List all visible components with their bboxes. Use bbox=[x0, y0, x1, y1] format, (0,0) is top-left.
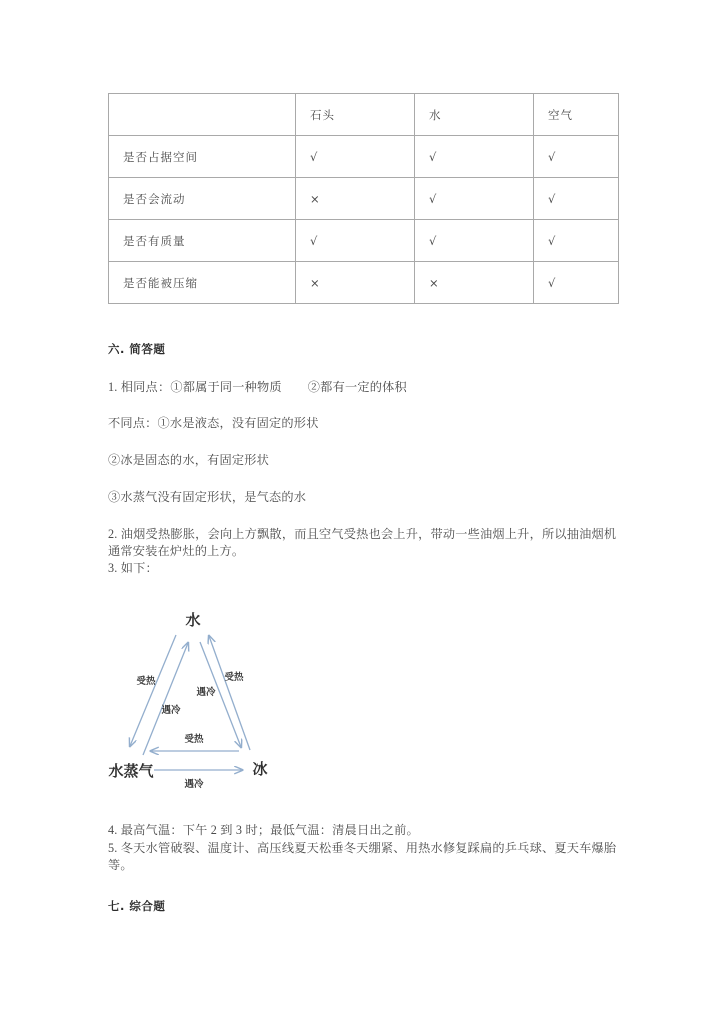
table-row bbox=[109, 136, 619, 178]
table-row-label: 是否会流动 bbox=[109, 178, 296, 220]
table-cell-mark: √ bbox=[415, 178, 534, 220]
table-row-label: 是否占据空间 bbox=[109, 136, 296, 178]
diagram-label-bottom-upper: 受热 bbox=[184, 734, 204, 745]
properties-table bbox=[108, 93, 619, 304]
answer-1-line-4: ③水蒸气没有固定形状，是气态的水 bbox=[108, 490, 307, 504]
table-cell-mark: × bbox=[296, 178, 415, 220]
table-header-cell-3: 空气 bbox=[534, 94, 619, 136]
table-cell-mark: √ bbox=[296, 136, 415, 178]
diagram-label-left-outer: 受热 bbox=[136, 676, 156, 687]
section-heading-seven: 七. 综合题 bbox=[108, 899, 166, 913]
diagram-label-left-inner: 遇冷 bbox=[161, 705, 181, 716]
diagram-label-bottom-lower: 遇冷 bbox=[184, 779, 204, 790]
section-heading-six: 六. 简答题 bbox=[108, 342, 166, 356]
table-cell-mark: √ bbox=[534, 136, 619, 178]
table-header-cell-2: 水 bbox=[415, 94, 534, 136]
table-header-row bbox=[109, 94, 619, 136]
answer-1-line-3: ②冰是固态的水，有固定形状 bbox=[108, 453, 270, 467]
diagram-label-right-inner: 遇冷 bbox=[196, 687, 216, 698]
table-row bbox=[109, 178, 619, 220]
answer-1-line-1: 1. 相同点：①都属于同一种物质 ②都有一定的体积 bbox=[108, 380, 407, 394]
diagram-node-water: 水 bbox=[185, 611, 201, 629]
diagram-node-ice: 冰 bbox=[252, 760, 268, 778]
answer-3: 3. 如下： bbox=[108, 561, 158, 575]
table-row bbox=[109, 220, 619, 262]
table-cell-mark: √ bbox=[534, 220, 619, 262]
table-cell-mark: × bbox=[296, 262, 415, 304]
diagram-node-vapor: 水蒸气 bbox=[108, 762, 154, 780]
table-cell-mark: √ bbox=[415, 136, 534, 178]
answer-2: 2. 油烟受热膨胀，会向上方飘散，而且空气受热也会上升，带动一些油烟上升，所以抽油烟机通常安装在炉灶的上方。 bbox=[108, 527, 617, 558]
table-row-label: 是否有质量 bbox=[109, 220, 296, 262]
diagram-label-right-outer: 受热 bbox=[224, 672, 244, 683]
water-state-cycle-diagram bbox=[96, 600, 296, 795]
table-cell-mark: × bbox=[415, 262, 534, 304]
table-cell-mark: √ bbox=[534, 178, 619, 220]
properties-table-container bbox=[108, 93, 618, 304]
table-header-cell-1: 石头 bbox=[296, 94, 415, 136]
table-cell-mark: √ bbox=[534, 262, 619, 304]
answer-1-line-2: 不同点：①水是液态，没有固定的形状 bbox=[108, 416, 319, 430]
table-row-label: 是否能被压缩 bbox=[109, 262, 296, 304]
answer-4: 4. 最高气温：下午 2 到 3 时；最低气温：清晨日出之前。 bbox=[108, 823, 419, 837]
table-row bbox=[109, 262, 619, 304]
table-cell-mark: √ bbox=[415, 220, 534, 262]
answer-5: 5. 冬天水管破裂、温度计、高压线夏天松垂冬天绷紧、用热水修复踩扁的乒乓球、夏天车爆胎等。 bbox=[108, 841, 617, 872]
table-cell-mark: √ bbox=[296, 220, 415, 262]
table-header-cell-0 bbox=[109, 94, 296, 136]
